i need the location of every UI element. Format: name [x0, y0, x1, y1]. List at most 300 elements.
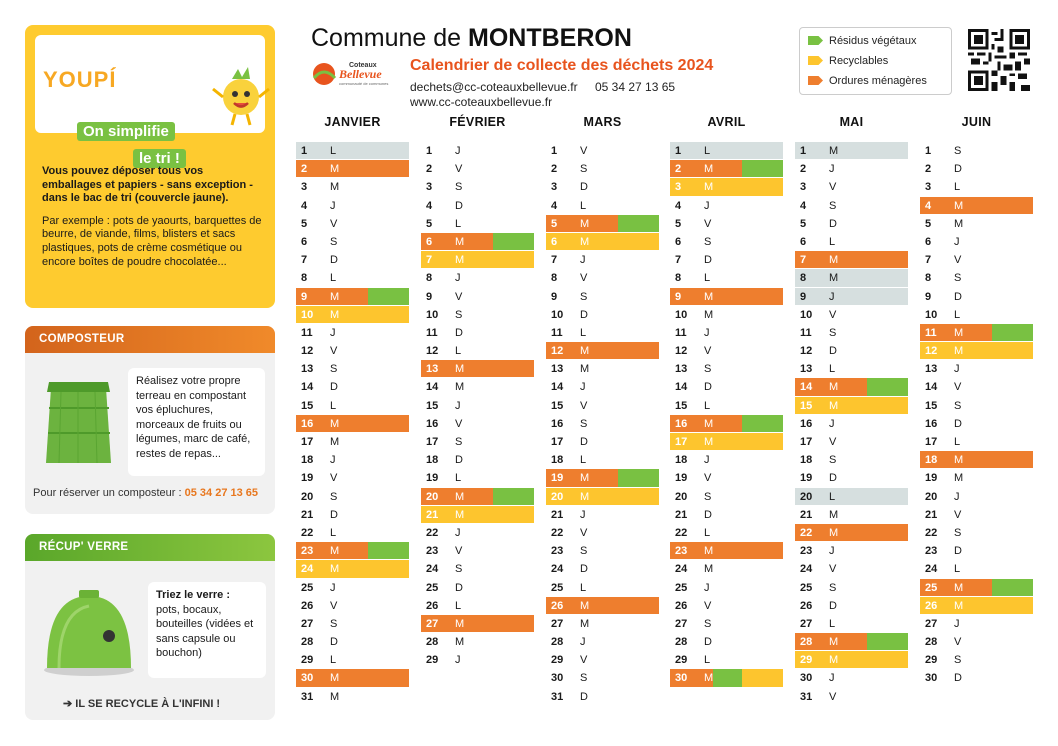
day-weekday: M	[580, 217, 590, 230]
day-weekday: M	[829, 399, 839, 412]
green-collection-marker	[368, 542, 409, 559]
day-weekday: S	[455, 308, 463, 321]
day-weekday: M	[330, 308, 340, 321]
day-weekday: M	[330, 690, 340, 703]
day-weekday: M	[455, 617, 465, 630]
day-number: 31	[551, 690, 564, 703]
day-weekday: J	[829, 290, 835, 303]
day-row	[670, 233, 783, 251]
day-number: 16	[800, 417, 813, 430]
day-number: 12	[551, 345, 564, 358]
day-row	[421, 506, 534, 524]
day-row	[920, 451, 1033, 469]
month-days	[421, 142, 534, 669]
day-weekday: V	[954, 381, 962, 394]
day-number: 23	[426, 545, 439, 558]
day-number: 13	[551, 363, 564, 376]
day-weekday: M	[330, 436, 340, 448]
day-weekday: J	[954, 490, 960, 503]
day-weekday: M	[829, 381, 839, 394]
day-weekday: S	[829, 199, 837, 212]
qr-code-icon[interactable]	[968, 29, 1030, 91]
day-row	[296, 488, 409, 506]
day-number: 25	[925, 581, 938, 594]
day-row	[920, 469, 1033, 487]
day-weekday: L	[330, 145, 337, 157]
day-weekday: S	[580, 545, 588, 558]
day-number: 7	[426, 254, 433, 267]
day-number: 9	[925, 290, 932, 303]
day-number: 7	[301, 254, 308, 267]
day-number: 11	[551, 326, 563, 339]
day-weekday: D	[580, 436, 588, 448]
day-row	[421, 633, 534, 651]
day-row	[795, 542, 908, 560]
day-row	[795, 342, 908, 360]
contact-phone[interactable]: 05 34 27 13 65	[595, 80, 676, 94]
day-row	[670, 615, 783, 633]
day-number: 28	[800, 636, 813, 649]
day-number: 3	[301, 181, 308, 194]
day-number: 13	[301, 363, 314, 376]
day-row	[546, 433, 659, 451]
day-weekday: M	[954, 199, 964, 212]
day-number: 18	[800, 454, 813, 467]
day-number: 26	[301, 599, 314, 612]
day-row	[795, 415, 908, 433]
legend-item-ordures	[808, 75, 927, 87]
day-weekday: M	[704, 545, 714, 558]
day-row	[920, 178, 1033, 196]
day-weekday: L	[330, 526, 337, 539]
day-row	[546, 688, 659, 706]
day-number: 5	[800, 217, 807, 230]
day-row	[670, 651, 783, 669]
day-row	[670, 488, 783, 506]
day-weekday: V	[580, 399, 588, 412]
day-number: 22	[301, 526, 314, 539]
day-row	[920, 306, 1033, 324]
day-weekday: M	[580, 490, 590, 503]
day-weekday: M	[704, 290, 714, 303]
day-row	[421, 197, 534, 215]
day-number: 24	[301, 563, 314, 576]
day-weekday: V	[704, 599, 712, 612]
day-number: 19	[426, 472, 439, 485]
day-weekday: M	[829, 254, 839, 267]
day-number: 29	[551, 654, 564, 667]
day-row	[296, 269, 409, 287]
day-number: 3	[551, 181, 558, 194]
verre-footer-text: IL SE RECYCLE À L'INFINI !	[75, 698, 221, 710]
day-number: 25	[301, 581, 314, 594]
day-row	[421, 324, 534, 342]
day-row	[795, 197, 908, 215]
day-weekday: D	[829, 472, 837, 485]
day-weekday: J	[455, 526, 461, 539]
green-collection-marker	[742, 160, 783, 177]
day-weekday: M	[704, 436, 714, 448]
day-row	[920, 288, 1033, 306]
day-weekday: V	[829, 436, 837, 448]
day-weekday: S	[704, 363, 712, 376]
day-row	[670, 524, 783, 542]
day-row	[670, 433, 783, 451]
day-row	[920, 233, 1033, 251]
day-row	[795, 324, 908, 342]
composteur-phone[interactable]: 05 34 27 13 65	[184, 487, 259, 499]
day-row	[795, 669, 908, 687]
day-number: 10	[301, 308, 314, 321]
green-collection-marker	[867, 378, 908, 395]
day-number: 29	[301, 654, 314, 667]
day-weekday: M	[829, 508, 839, 521]
day-row	[296, 506, 409, 524]
commune-name: MONTBERON	[468, 24, 632, 52]
day-number: 15	[301, 399, 314, 412]
day-row	[421, 560, 534, 578]
lemon-mascot-icon	[210, 67, 272, 129]
verre-footer	[63, 697, 220, 710]
day-number: 15	[675, 399, 688, 412]
day-row	[546, 560, 659, 578]
day-row	[546, 615, 659, 633]
day-row	[546, 415, 659, 433]
youpi-tag-2: le tri !	[133, 149, 186, 168]
day-row	[296, 160, 409, 178]
day-row	[795, 215, 908, 233]
day-weekday: J	[330, 581, 336, 594]
day-weekday: D	[330, 381, 338, 394]
day-weekday: M	[954, 599, 964, 612]
arrow-right-icon: ➔	[63, 698, 76, 710]
legend-label: Ordures ménagères	[829, 75, 927, 87]
day-weekday: M	[829, 654, 839, 667]
contact-web[interactable]: www.cc-coteauxbellevue.fr	[410, 95, 553, 109]
day-weekday: V	[580, 145, 588, 157]
day-weekday: M	[455, 490, 465, 503]
day-row	[296, 597, 409, 615]
day-number: 27	[800, 617, 813, 630]
day-number: 8	[551, 272, 558, 285]
day-row	[670, 197, 783, 215]
month-name: JUIN	[961, 115, 992, 129]
day-weekday: M	[330, 290, 340, 303]
day-number: 30	[925, 672, 938, 685]
day-weekday: L	[954, 181, 961, 194]
green-collection-marker	[742, 415, 783, 432]
day-number: 15	[426, 399, 439, 412]
day-number: 14	[426, 381, 439, 394]
day-weekday: M	[330, 163, 340, 176]
day-row	[296, 142, 409, 160]
day-number: 10	[551, 308, 564, 321]
day-weekday: D	[455, 326, 463, 339]
day-number: 26	[675, 599, 688, 612]
legend-label: Recyclables	[829, 55, 889, 67]
day-weekday: M	[580, 235, 590, 248]
day-number: 13	[925, 363, 938, 376]
day-number: 24	[551, 563, 564, 576]
day-weekday: M	[954, 217, 964, 230]
day-number: 16	[675, 417, 688, 430]
day-weekday: J	[954, 235, 960, 248]
day-number: 9	[675, 290, 682, 303]
day-row	[920, 142, 1033, 160]
day-row	[296, 524, 409, 542]
day-number: 8	[675, 272, 682, 285]
day-number: 27	[675, 617, 688, 630]
day-number: 26	[800, 599, 813, 612]
day-number: 21	[301, 508, 314, 521]
day-row	[920, 269, 1033, 287]
day-row	[920, 506, 1033, 524]
green-collection-marker	[368, 288, 409, 305]
day-weekday: D	[954, 672, 962, 685]
day-weekday: M	[704, 163, 714, 176]
day-row	[546, 160, 659, 178]
glass-container-icon	[41, 586, 141, 678]
day-row	[296, 360, 409, 378]
legend-swatch	[808, 76, 823, 85]
day-weekday: M	[330, 545, 340, 558]
day-number: 8	[925, 272, 932, 285]
day-number: 19	[925, 472, 938, 485]
logo-sub: communauté de communes	[339, 81, 389, 86]
day-weekday: D	[330, 254, 338, 267]
day-row	[546, 651, 659, 669]
day-row	[670, 469, 783, 487]
day-weekday: L	[330, 399, 337, 412]
day-number: 12	[301, 345, 314, 358]
day-number: 2	[551, 163, 558, 176]
day-weekday: M	[455, 636, 465, 649]
day-number: 16	[301, 417, 314, 430]
day-number: 19	[551, 472, 564, 485]
day-row	[670, 579, 783, 597]
day-row	[670, 306, 783, 324]
day-weekday: L	[829, 490, 836, 503]
commune-prefix: Commune de	[311, 24, 462, 52]
legend-label: Résidus végétaux	[829, 35, 917, 47]
day-weekday: D	[330, 636, 338, 649]
day-weekday: S	[580, 290, 588, 303]
day-number: 6	[675, 235, 682, 248]
month-days	[296, 142, 409, 706]
day-number: 21	[925, 508, 938, 521]
day-weekday: L	[954, 563, 961, 576]
day-weekday: S	[330, 363, 338, 376]
day-number: 10	[675, 308, 688, 321]
day-weekday: D	[954, 417, 962, 430]
day-weekday: M	[580, 363, 590, 376]
day-row	[920, 524, 1033, 542]
day-row	[920, 378, 1033, 396]
day-row	[296, 378, 409, 396]
day-row	[546, 233, 659, 251]
day-weekday: S	[330, 235, 338, 248]
day-weekday: D	[954, 545, 962, 558]
commune-title	[311, 24, 632, 53]
day-row	[421, 615, 534, 633]
day-weekday: J	[580, 254, 586, 267]
day-row	[670, 160, 783, 178]
day-weekday: M	[455, 254, 465, 267]
day-weekday: M	[954, 472, 964, 485]
day-weekday: D	[455, 581, 463, 594]
month-4	[795, 115, 908, 703]
day-row	[296, 579, 409, 597]
composteur-bubble: Réalisez votre propre terreau en compostant vos épluchures, morceaux de fruits ou légumes, marc de café, restes de repas...	[128, 368, 265, 476]
day-row	[421, 542, 534, 560]
day-number: 16	[551, 417, 564, 430]
day-number: 28	[426, 636, 439, 649]
day-number: 23	[551, 545, 564, 558]
day-number: 24	[675, 563, 688, 576]
day-number: 18	[675, 454, 688, 467]
day-number: 9	[301, 290, 308, 303]
day-weekday: L	[330, 272, 337, 285]
day-weekday: M	[580, 472, 590, 485]
day-row	[421, 524, 534, 542]
day-number: 6	[426, 235, 433, 248]
day-weekday: J	[580, 381, 586, 394]
day-weekday: J	[455, 399, 461, 412]
day-weekday: S	[829, 581, 837, 594]
day-number: 29	[925, 654, 938, 667]
day-row	[546, 397, 659, 415]
day-weekday: J	[330, 454, 336, 467]
day-weekday: L	[954, 436, 961, 448]
day-row	[546, 342, 659, 360]
day-number: 27	[426, 617, 439, 630]
day-weekday: V	[455, 290, 463, 303]
day-number: 23	[301, 545, 314, 558]
day-number: 2	[800, 163, 807, 176]
day-number: 30	[301, 672, 314, 685]
day-number: 20	[426, 490, 439, 503]
day-row	[670, 451, 783, 469]
day-number: 22	[426, 526, 439, 539]
day-number: 17	[925, 436, 938, 448]
day-weekday: M	[330, 181, 340, 194]
day-number: 6	[551, 235, 558, 248]
day-row	[670, 415, 783, 433]
day-row	[296, 669, 409, 687]
day-number: 4	[426, 199, 433, 212]
day-number: 3	[675, 181, 682, 194]
day-number: 17	[426, 436, 439, 448]
day-row	[920, 397, 1033, 415]
day-number: 7	[551, 254, 558, 267]
day-number: 7	[675, 254, 682, 267]
day-weekday: V	[580, 654, 588, 667]
day-row	[795, 142, 908, 160]
day-number: 14	[925, 381, 938, 394]
day-weekday: M	[704, 308, 714, 321]
day-row	[670, 397, 783, 415]
day-number: 23	[925, 545, 938, 558]
day-row	[296, 215, 409, 233]
day-weekday: V	[954, 636, 962, 649]
green-collection-marker	[867, 633, 908, 650]
day-number: 15	[800, 399, 813, 412]
day-number: 6	[800, 235, 807, 248]
day-number: 1	[675, 145, 682, 157]
day-row	[421, 579, 534, 597]
day-weekday: M	[954, 345, 964, 358]
day-number: 16	[925, 417, 938, 430]
day-row	[546, 251, 659, 269]
day-row	[296, 469, 409, 487]
day-weekday: L	[580, 454, 587, 467]
day-row	[421, 288, 534, 306]
day-weekday: M	[954, 454, 964, 467]
day-row	[421, 433, 534, 451]
day-weekday: D	[580, 181, 588, 194]
day-weekday: M	[829, 272, 839, 285]
day-weekday: L	[704, 654, 711, 667]
day-weekday: L	[704, 399, 711, 412]
day-weekday: J	[704, 199, 710, 212]
day-weekday: M	[455, 508, 465, 521]
day-number: 14	[551, 381, 564, 394]
day-number: 5	[426, 217, 433, 230]
day-number: 25	[551, 581, 564, 594]
day-weekday: M	[829, 636, 839, 649]
day-row	[546, 524, 659, 542]
day-weekday: V	[704, 345, 712, 358]
month-days	[795, 142, 908, 706]
day-weekday: M	[954, 326, 964, 339]
day-weekday: M	[455, 363, 465, 376]
day-weekday: D	[704, 508, 712, 521]
recyclable-collection-marker	[742, 669, 783, 686]
day-row	[920, 433, 1033, 451]
day-number: 29	[426, 654, 439, 667]
day-weekday: D	[954, 163, 962, 176]
day-number: 20	[675, 490, 688, 503]
day-row	[546, 488, 659, 506]
day-weekday: J	[704, 581, 710, 594]
day-number: 8	[301, 272, 308, 285]
day-number: 19	[800, 472, 813, 485]
contact-email[interactable]: dechets@cc-coteauxbellevue.fr	[410, 80, 578, 94]
day-weekday: L	[954, 308, 961, 321]
day-weekday: D	[704, 254, 712, 267]
day-row	[670, 342, 783, 360]
day-row	[296, 688, 409, 706]
day-number: 24	[800, 563, 813, 576]
day-row	[795, 651, 908, 669]
day-number: 9	[551, 290, 558, 303]
day-number: 6	[301, 235, 308, 248]
green-collection-marker	[713, 669, 742, 686]
day-weekday: J	[829, 672, 835, 685]
day-number: 21	[675, 508, 688, 521]
day-weekday: M	[330, 563, 340, 576]
day-row	[795, 178, 908, 196]
day-row	[920, 615, 1033, 633]
month-2	[546, 115, 659, 703]
day-weekday: V	[330, 217, 338, 230]
day-number: 5	[675, 217, 682, 230]
day-number: 4	[800, 199, 807, 212]
month-0	[296, 115, 409, 703]
day-row	[920, 669, 1033, 687]
day-row	[795, 688, 908, 706]
day-weekday: D	[829, 345, 837, 358]
